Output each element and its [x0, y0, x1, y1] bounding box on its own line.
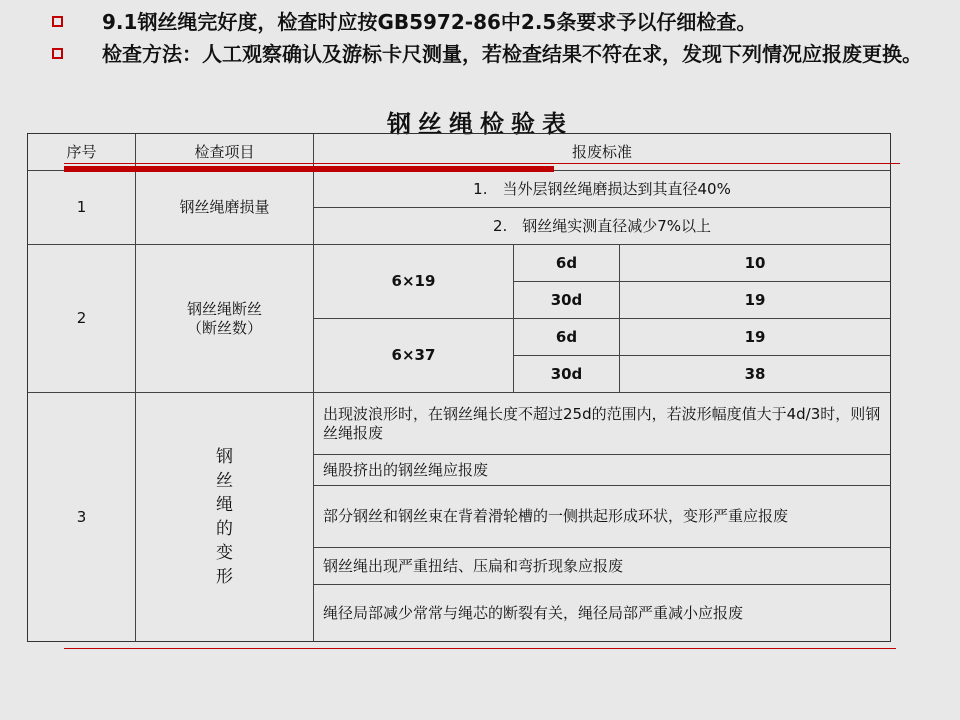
row2-seq: 2 — [28, 245, 136, 393]
bullet-text-segment: 中 — [500, 10, 521, 34]
row3-criterion: 绳股挤出的钢丝绳应报废 — [314, 455, 890, 486]
length-cell: 30d — [514, 282, 620, 319]
count-cell: 10 — [620, 245, 890, 282]
bullet-text-segment: 钢丝绳完好度，检查时应按 — [137, 10, 378, 34]
row3-item-char: 变 — [216, 543, 233, 563]
row3-item-vertical — [136, 393, 314, 641]
row3-criterion: 部分钢丝和钢丝束在背着滑轮槽的一侧拱起形成环状，变形严重应报废 — [314, 486, 890, 548]
length-cell: 6d — [514, 319, 620, 356]
bullet-text-segment: 9.1 — [102, 10, 138, 34]
bullet-text-segment: GB5972-86 — [377, 10, 501, 34]
bullet-text-segment: 2.5 — [520, 10, 557, 34]
header-standard: 报废标准 — [314, 134, 890, 171]
row1-seq: 1 — [28, 171, 136, 245]
row3-criterion: 绳径局部减少常常与绳芯的断裂有关，绳径局部严重减小应报废 — [323, 603, 744, 622]
row3-item-char: 丝 — [216, 471, 233, 491]
bullet-text — [102, 10, 756, 34]
rope-type-6x37: 6×37 — [314, 319, 514, 393]
row1-item: 钢丝绳磨损量 — [136, 171, 314, 245]
red-accent-bar — [64, 166, 554, 172]
inspection-table — [27, 133, 891, 642]
bullet-text-segment: 检查方法：人工观察确认及游标卡尺测量，若检查结果不符在求，发现下列情况应报废更换。 — [102, 42, 922, 66]
row2-item — [136, 245, 314, 393]
red-divider-line — [64, 163, 900, 164]
row3-item-char: 的 — [216, 519, 233, 539]
row2-item-line1: 钢丝绳断丝 — [186, 299, 262, 318]
square-bullet-icon — [52, 16, 63, 27]
red-divider-line — [64, 648, 896, 649]
count-cell: 19 — [620, 282, 890, 319]
bullet-list — [50, 8, 930, 69]
row1-criterion-1: 1. 当外层钢丝绳磨损达到其直径40% — [314, 171, 890, 208]
bullet-text — [102, 42, 922, 66]
length-cell: 6d — [514, 245, 620, 282]
header-item: 检查项目 — [136, 134, 314, 171]
row3-criterion: 钢丝绳出现严重扭结、压扁和弯折现象应报废 — [314, 548, 890, 585]
square-bullet-icon — [52, 48, 63, 59]
row3-item-char: 钢 — [216, 447, 233, 467]
row3-seq: 3 — [28, 393, 136, 641]
row3-item-char: 绳 — [216, 495, 233, 515]
bullet-text-segment: 条要求予以仔细检查。 — [556, 10, 757, 34]
row1-criterion-2: 2. 钢丝绳实测直径减少7%以上 — [314, 208, 890, 245]
bullet-item — [50, 8, 930, 37]
count-cell: 38 — [620, 356, 890, 393]
rope-type-6x19: 6×19 — [314, 245, 514, 319]
header-seq: 序号 — [28, 134, 136, 171]
row3-item-char: 形 — [216, 567, 233, 587]
length-cell: 30d — [514, 356, 620, 393]
row2-item-line2: （断丝数） — [186, 318, 262, 337]
table-title: 钢丝绳检验表 — [387, 109, 573, 138]
bullet-item — [50, 40, 930, 69]
row3-criterion: 出现波浪形时，在钢丝绳长度不超过25d的范围内，若波形幅度值大于4d/3时，则钢丝绳报废 — [314, 393, 890, 455]
count-cell: 19 — [620, 319, 890, 356]
